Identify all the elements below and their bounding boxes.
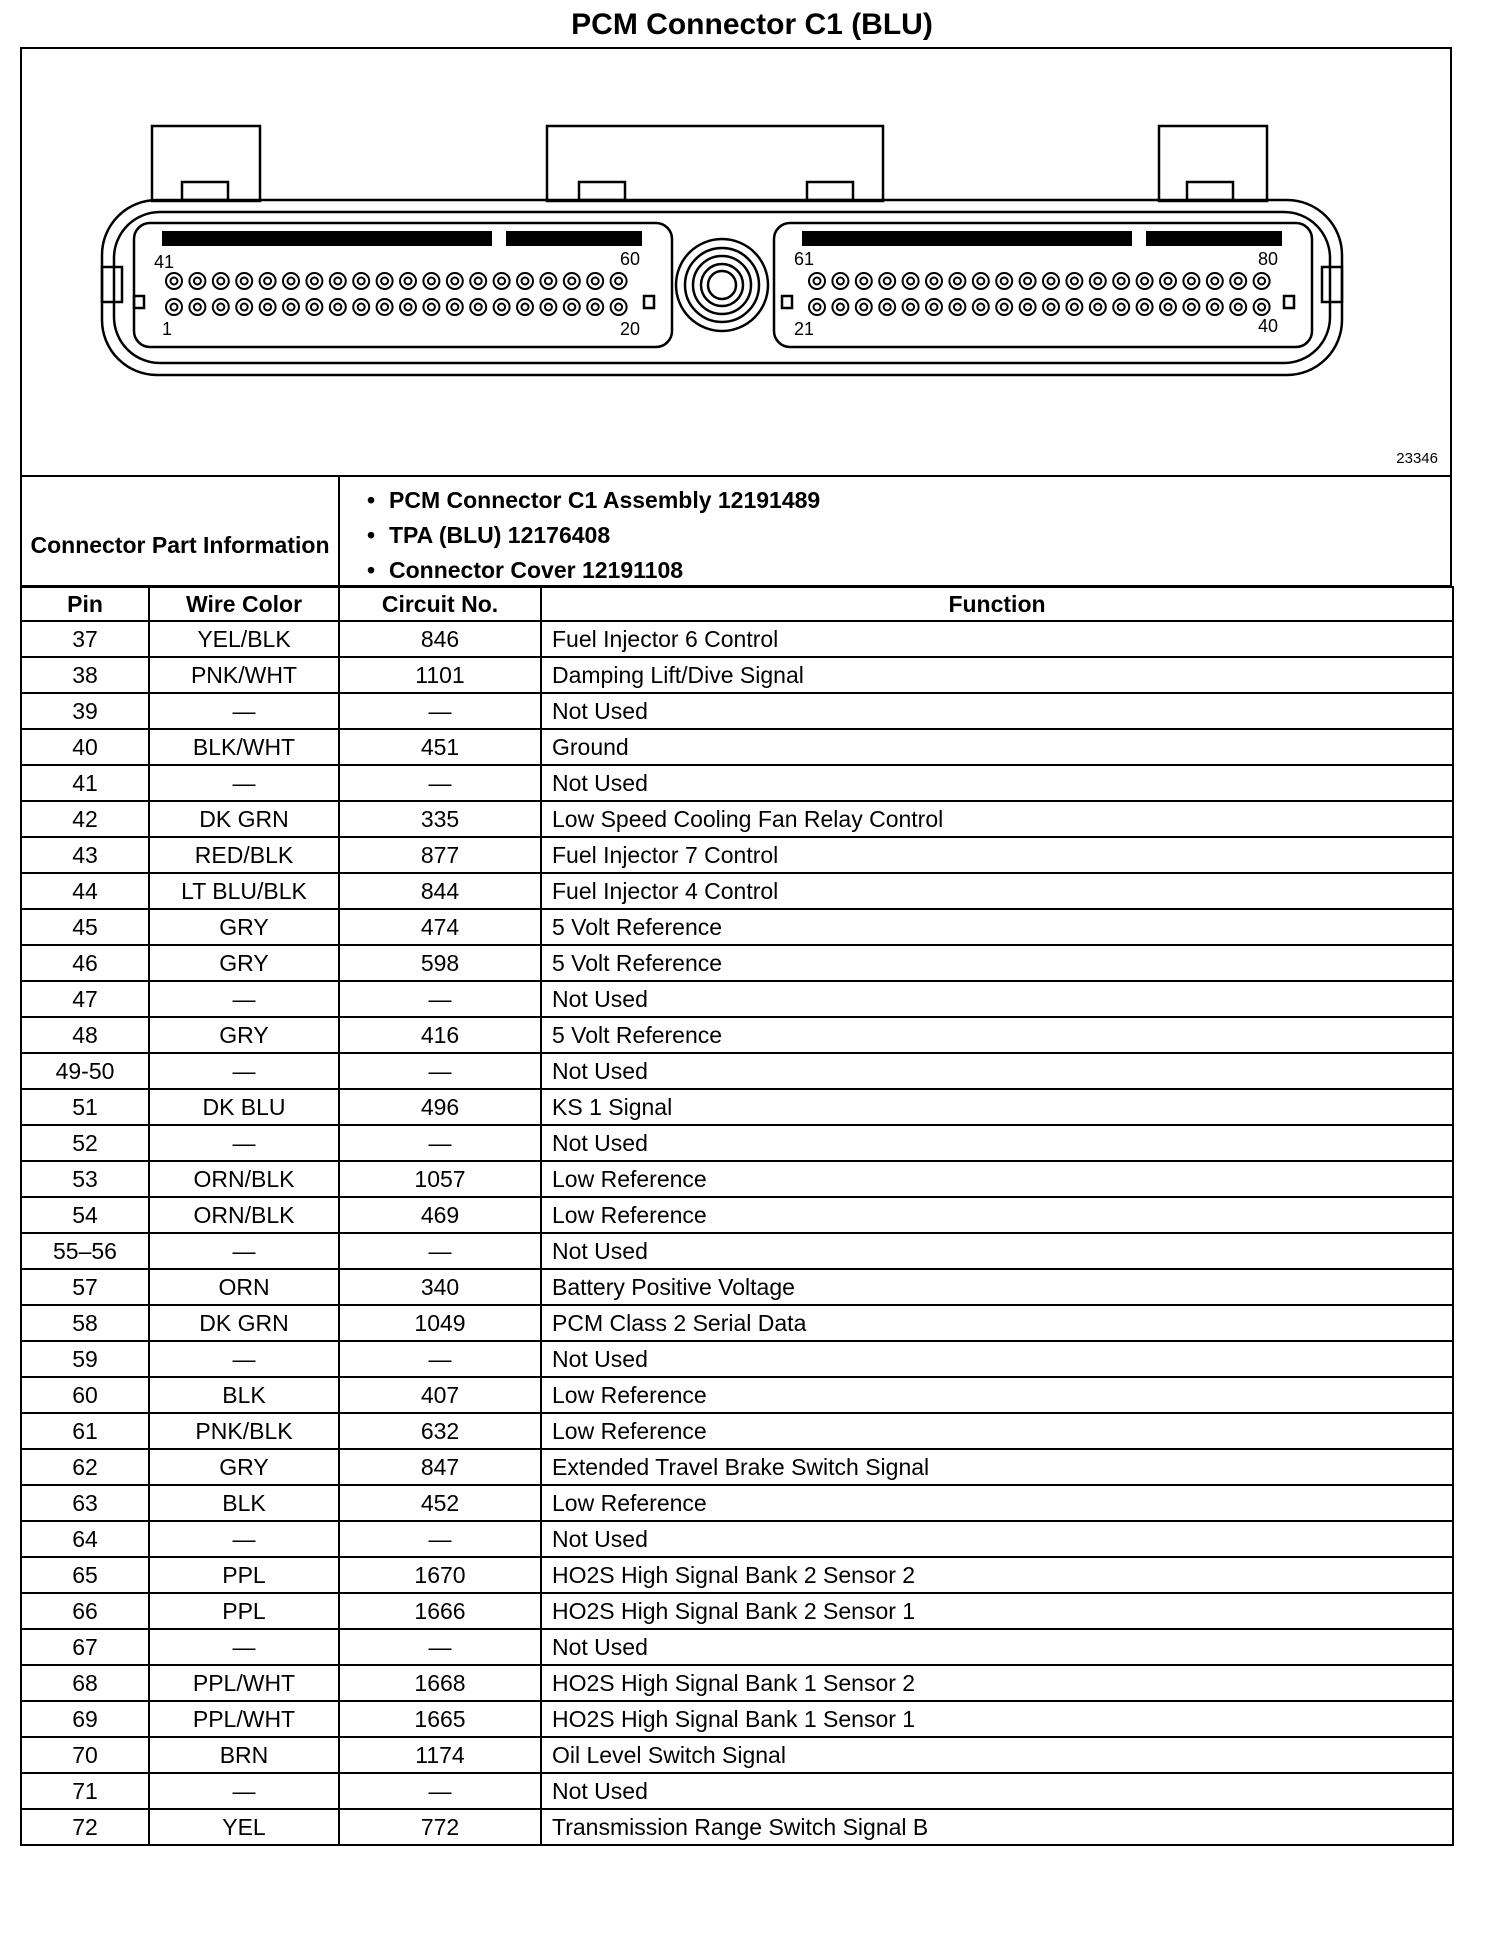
table-row [21, 1413, 1453, 1449]
pin-cavity [494, 273, 510, 289]
pin-cavity [1254, 273, 1270, 289]
circuit-cell: 1057 [339, 1161, 541, 1197]
pin-cell: 54 [21, 1197, 149, 1233]
circuit-cell: — [339, 1521, 541, 1557]
table-row [21, 1305, 1453, 1341]
circuit-cell: 496 [339, 1089, 541, 1125]
wire-color-cell: — [149, 1521, 339, 1557]
wire-color-cell: GRY [149, 1017, 339, 1053]
wire-color-cell: ORN/BLK [149, 1161, 339, 1197]
latch-left [152, 126, 260, 201]
pin-cell: 69 [21, 1701, 149, 1737]
wire-color-cell: — [149, 1773, 339, 1809]
pin-cavity [400, 299, 416, 315]
circuit-cell: 340 [339, 1269, 541, 1305]
function-cell: Extended Travel Brake Switch Signal [541, 1449, 1453, 1485]
pin-cavity [1043, 273, 1059, 289]
circuit-cell: 846 [339, 621, 541, 657]
circuit-cell: 474 [339, 909, 541, 945]
function-cell: Low Reference [541, 1413, 1453, 1449]
pin-cavity [213, 299, 229, 315]
function-cell: Transmission Range Switch Signal B [541, 1809, 1453, 1845]
table-row [21, 1557, 1453, 1593]
pin-cavity [587, 299, 603, 315]
function-cell: Low Reference [541, 1485, 1453, 1521]
header-pin: Pin [21, 587, 149, 621]
pin-cell: 44 [21, 873, 149, 909]
pin-cavity [1113, 273, 1129, 289]
pin-cavity [260, 299, 276, 315]
center-bolt [676, 239, 768, 331]
pin-cavity [973, 299, 989, 315]
table-row [21, 621, 1453, 657]
pin-cavity [996, 299, 1012, 315]
tpa-item: • TPA (BLU) 12176408 [367, 518, 820, 553]
circuit-cell: — [339, 1053, 541, 1089]
pin-cell: 66 [21, 1593, 149, 1629]
wire-color-cell: GRY [149, 909, 339, 945]
table-row [21, 1377, 1453, 1413]
wire-color-cell: GRY [149, 1449, 339, 1485]
pin-cavity [1113, 299, 1129, 315]
pin-cell: 71 [21, 1773, 149, 1809]
pin-cell: 59 [21, 1341, 149, 1377]
table-row [21, 1593, 1453, 1629]
wire-color-cell: PNK/BLK [149, 1413, 339, 1449]
pin-cavity [1137, 273, 1153, 289]
table-row [21, 765, 1453, 801]
circuit-cell: 844 [339, 873, 541, 909]
wire-color-cell: BLK/WHT [149, 729, 339, 765]
table-row [21, 1809, 1453, 1845]
function-cell: Not Used [541, 1521, 1453, 1557]
function-cell: HO2S High Signal Bank 1 Sensor 1 [541, 1701, 1453, 1737]
pin-cavity [494, 299, 510, 315]
pin-cavity [423, 273, 439, 289]
pin-cavity [926, 273, 942, 289]
pin-cavity [377, 273, 393, 289]
pin-cavity [353, 273, 369, 289]
page-title: PCM Connector C1 (BLU) [571, 8, 933, 41]
table-row [21, 909, 1453, 945]
pin-cell: 62 [21, 1449, 149, 1485]
circuit-cell: 407 [339, 1377, 541, 1413]
pin-cell: 49-50 [21, 1053, 149, 1089]
pin-cavity [1230, 273, 1246, 289]
pin-cell: 72 [21, 1809, 149, 1845]
wire-color-cell: — [149, 1233, 339, 1269]
function-cell: Not Used [541, 765, 1453, 801]
pin-cavity [949, 273, 965, 289]
function-cell: Damping Lift/Dive Signal [541, 657, 1453, 693]
pin-label-1: 1 [162, 319, 173, 339]
pin-cavity [1207, 299, 1223, 315]
pin-cell: 51 [21, 1089, 149, 1125]
pin-cell: 37 [21, 621, 149, 657]
wire-color-cell: — [149, 765, 339, 801]
pin-label-60: 60 [620, 249, 641, 269]
pin-cavity [166, 273, 182, 289]
table-row [21, 1269, 1453, 1305]
pin-cell: 70 [21, 1737, 149, 1773]
pin-cell: 40 [21, 729, 149, 765]
wire-color-cell: GRY [149, 945, 339, 981]
function-cell: KS 1 Signal [541, 1089, 1453, 1125]
circuit-cell: — [339, 1233, 541, 1269]
function-cell: Not Used [541, 1773, 1453, 1809]
latch-center [547, 126, 883, 201]
pin-cavity [809, 299, 825, 315]
table-row [21, 1017, 1453, 1053]
pin-cavity [377, 299, 393, 315]
connector-cover-item: • Connector Cover 12191108 [367, 553, 820, 588]
table-row [21, 1161, 1453, 1197]
pin-cavity [330, 299, 346, 315]
pin-cavity [879, 273, 895, 289]
pin-cell: 38 [21, 657, 149, 693]
table-row [21, 729, 1453, 765]
circuit-cell: 1668 [339, 1665, 541, 1701]
table-row [21, 873, 1453, 909]
circuit-cell: — [339, 693, 541, 729]
wire-color-cell: BRN [149, 1737, 339, 1773]
wire-color-cell: — [149, 1053, 339, 1089]
pin-cavity [1066, 299, 1082, 315]
wire-color-cell: ORN [149, 1269, 339, 1305]
table-row [21, 1485, 1453, 1521]
pin-cavity [1020, 299, 1036, 315]
pin-cavity [1090, 273, 1106, 289]
function-cell: Fuel Injector 6 Control [541, 621, 1453, 657]
function-cell: PCM Class 2 Serial Data [541, 1305, 1453, 1341]
pin-cavity [564, 273, 580, 289]
pin-cavity [973, 273, 989, 289]
pin-cell: 45 [21, 909, 149, 945]
pin-cavity [1160, 273, 1176, 289]
function-cell: Low Reference [541, 1377, 1453, 1413]
function-cell: Not Used [541, 693, 1453, 729]
pin-cavity [856, 273, 872, 289]
pin-cavity [1066, 273, 1082, 289]
circuit-cell: 1101 [339, 657, 541, 693]
wire-color-cell: BLK [149, 1485, 339, 1521]
circuit-cell: 1665 [339, 1701, 541, 1737]
function-cell: Fuel Injector 4 Control [541, 873, 1453, 909]
pin-cavity [540, 299, 556, 315]
pin-cavity [517, 273, 533, 289]
pin-cell: 57 [21, 1269, 149, 1305]
function-cell: HO2S High Signal Bank 2 Sensor 1 [541, 1593, 1453, 1629]
wire-color-cell: — [149, 1341, 339, 1377]
table-row [21, 1701, 1453, 1737]
pin-cell: 43 [21, 837, 149, 873]
pin-cell: 63 [21, 1485, 149, 1521]
pin-cavity [1230, 299, 1246, 315]
pin-cell: 41 [21, 765, 149, 801]
table-row [21, 1341, 1453, 1377]
pin-cavity [1137, 299, 1153, 315]
pin-table [20, 586, 1454, 1846]
pin-cell: 39 [21, 693, 149, 729]
pin-cavity [611, 273, 627, 289]
wire-color-cell: LT BLU/BLK [149, 873, 339, 909]
pin-cavity [236, 273, 252, 289]
pin-cavity [832, 299, 848, 315]
pin-cell: 42 [21, 801, 149, 837]
circuit-cell: — [339, 1341, 541, 1377]
circuit-cell: — [339, 765, 541, 801]
function-cell: 5 Volt Reference [541, 945, 1453, 981]
table-row [21, 1449, 1453, 1485]
latch-right [1159, 126, 1267, 201]
pin-cavity [470, 273, 486, 289]
wire-color-cell: PPL [149, 1557, 339, 1593]
connector-info [20, 477, 1452, 587]
table-row [21, 1089, 1453, 1125]
circuit-cell: 1666 [339, 1593, 541, 1629]
pin-cavity [447, 299, 463, 315]
pin-cavity [1160, 299, 1176, 315]
function-cell: Not Used [541, 1341, 1453, 1377]
table-row [21, 1629, 1453, 1665]
circuit-cell: 335 [339, 801, 541, 837]
table-row [21, 1197, 1453, 1233]
wire-color-cell: DK BLU [149, 1089, 339, 1125]
pin-cell: 53 [21, 1161, 149, 1197]
table-row [21, 801, 1453, 837]
pin-label-20: 20 [620, 319, 641, 339]
pin-cavity [353, 299, 369, 315]
function-cell: Battery Positive Voltage [541, 1269, 1453, 1305]
function-cell: 5 Volt Reference [541, 1017, 1453, 1053]
table-row [21, 981, 1453, 1017]
pin-cavity [540, 273, 556, 289]
wire-color-cell: — [149, 1125, 339, 1161]
pin-cell: 52 [21, 1125, 149, 1161]
table-row [21, 693, 1453, 729]
pin-cavity [832, 273, 848, 289]
figure-number: 23346 [1396, 450, 1438, 467]
function-cell: Low Reference [541, 1197, 1453, 1233]
function-cell: Ground [541, 729, 1453, 765]
pin-cell: 68 [21, 1665, 149, 1701]
function-cell: Not Used [541, 1629, 1453, 1665]
function-cell: 5 Volt Reference [541, 909, 1453, 945]
pin-cell: 64 [21, 1521, 149, 1557]
pin-cavity [189, 273, 205, 289]
function-cell: Fuel Injector 7 Control [541, 837, 1453, 873]
pin-label-80: 80 [1258, 249, 1279, 269]
table-header-row [21, 587, 1453, 621]
pin-cavity [447, 273, 463, 289]
circuit-cell: 632 [339, 1413, 541, 1449]
circuit-cell: 1049 [339, 1305, 541, 1341]
circuit-cell: 1670 [339, 1557, 541, 1593]
pin-label-21: 21 [794, 319, 815, 339]
table-row [21, 1773, 1453, 1809]
pin-cavity [330, 273, 346, 289]
pin-label-61: 61 [794, 249, 815, 269]
pin-cavity [1183, 299, 1199, 315]
pin-cell: 67 [21, 1629, 149, 1665]
pin-cell: 46 [21, 945, 149, 981]
wire-color-cell: DK GRN [149, 1305, 339, 1341]
connector-drawing [22, 49, 1450, 475]
connector-info-label: Connector Part Information [22, 477, 340, 585]
wire-color-cell: — [149, 981, 339, 1017]
function-cell: HO2S High Signal Bank 1 Sensor 2 [541, 1665, 1453, 1701]
circuit-cell: 847 [339, 1449, 541, 1485]
function-cell: Low Reference [541, 1161, 1453, 1197]
connector-diagram [20, 47, 1452, 477]
pin-cavity [1183, 273, 1199, 289]
pin-cavity [1020, 273, 1036, 289]
pin-cell: 48 [21, 1017, 149, 1053]
table-row [21, 1737, 1453, 1773]
circuit-cell: 451 [339, 729, 541, 765]
table-row [21, 1053, 1453, 1089]
pin-cavity [166, 299, 182, 315]
circuit-cell: 469 [339, 1197, 541, 1233]
pin-cavity [949, 299, 965, 315]
pin-label-41: 41 [154, 252, 175, 272]
function-cell: Not Used [541, 1233, 1453, 1269]
pin-cavity [189, 299, 205, 315]
circuit-cell: 1174 [339, 1737, 541, 1773]
wire-color-cell: PPL/WHT [149, 1701, 339, 1737]
wire-color-cell: ORN/BLK [149, 1197, 339, 1233]
pin-cavity [306, 273, 322, 289]
pin-cavity [996, 273, 1012, 289]
connector-assembly-item: • PCM Connector C1 Assembly 12191489 [367, 483, 820, 518]
wire-color-cell: PPL/WHT [149, 1665, 339, 1701]
pin-cavity [517, 299, 533, 315]
pin-cavity [213, 273, 229, 289]
pin-cavity [470, 299, 486, 315]
function-cell: Low Speed Cooling Fan Relay Control [541, 801, 1453, 837]
circuit-cell: — [339, 1125, 541, 1161]
table-row [21, 837, 1453, 873]
table-row [21, 1125, 1453, 1161]
pin-cell: 47 [21, 981, 149, 1017]
function-cell: Not Used [541, 1053, 1453, 1089]
wire-color-cell: DK GRN [149, 801, 339, 837]
circuit-cell: — [339, 981, 541, 1017]
circuit-cell: — [339, 1629, 541, 1665]
header-function: Function [541, 587, 1453, 621]
pin-cavity [236, 299, 252, 315]
pin-cell: 55–56 [21, 1233, 149, 1269]
wire-color-cell: YEL/BLK [149, 621, 339, 657]
pin-cavity [423, 299, 439, 315]
circuit-cell: 598 [339, 945, 541, 981]
function-cell: Not Used [541, 1125, 1453, 1161]
circuit-cell: 452 [339, 1485, 541, 1521]
table-row [21, 1665, 1453, 1701]
pin-cavity [1254, 299, 1270, 315]
circuit-cell: 416 [339, 1017, 541, 1053]
circuit-cell: — [339, 1773, 541, 1809]
pin-cell: 60 [21, 1377, 149, 1413]
function-cell: Oil Level Switch Signal [541, 1737, 1453, 1773]
circuit-cell: 877 [339, 837, 541, 873]
pin-cell: 58 [21, 1305, 149, 1341]
pin-cavity [260, 273, 276, 289]
table-row [21, 945, 1453, 981]
table-row [21, 1233, 1453, 1269]
pin-cavity [1207, 273, 1223, 289]
pin-cavity [1043, 299, 1059, 315]
pin-cell: 65 [21, 1557, 149, 1593]
pin-cavity [926, 299, 942, 315]
pin-cavity [903, 299, 919, 315]
pin-cavity [1090, 299, 1106, 315]
pin-cavity [856, 299, 872, 315]
pin-cavity [587, 273, 603, 289]
function-cell: HO2S High Signal Bank 2 Sensor 2 [541, 1557, 1453, 1593]
pin-cavity [879, 299, 895, 315]
wire-color-cell: BLK [149, 1377, 339, 1413]
pin-cavity [564, 299, 580, 315]
pin-cavity [283, 299, 299, 315]
pin-cell: 61 [21, 1413, 149, 1449]
circuit-cell: 772 [339, 1809, 541, 1845]
function-cell: Not Used [541, 981, 1453, 1017]
wire-color-cell: PPL [149, 1593, 339, 1629]
pin-cavity [400, 273, 416, 289]
connector-info-list [367, 483, 820, 588]
pin-cavity [283, 273, 299, 289]
pin-cavity [611, 299, 627, 315]
table-row [21, 657, 1453, 693]
wire-color-cell: PNK/WHT [149, 657, 339, 693]
wire-color-cell: RED/BLK [149, 837, 339, 873]
table-row [21, 1521, 1453, 1557]
header-wire-color: Wire Color [149, 587, 339, 621]
wire-color-cell: — [149, 693, 339, 729]
pin-cavity [903, 273, 919, 289]
pin-cavity [809, 273, 825, 289]
pin-cavity [306, 299, 322, 315]
header-circuit-no: Circuit No. [339, 587, 541, 621]
wire-color-cell: YEL [149, 1809, 339, 1845]
pin-label-40: 40 [1258, 316, 1279, 336]
wire-color-cell: — [149, 1629, 339, 1665]
